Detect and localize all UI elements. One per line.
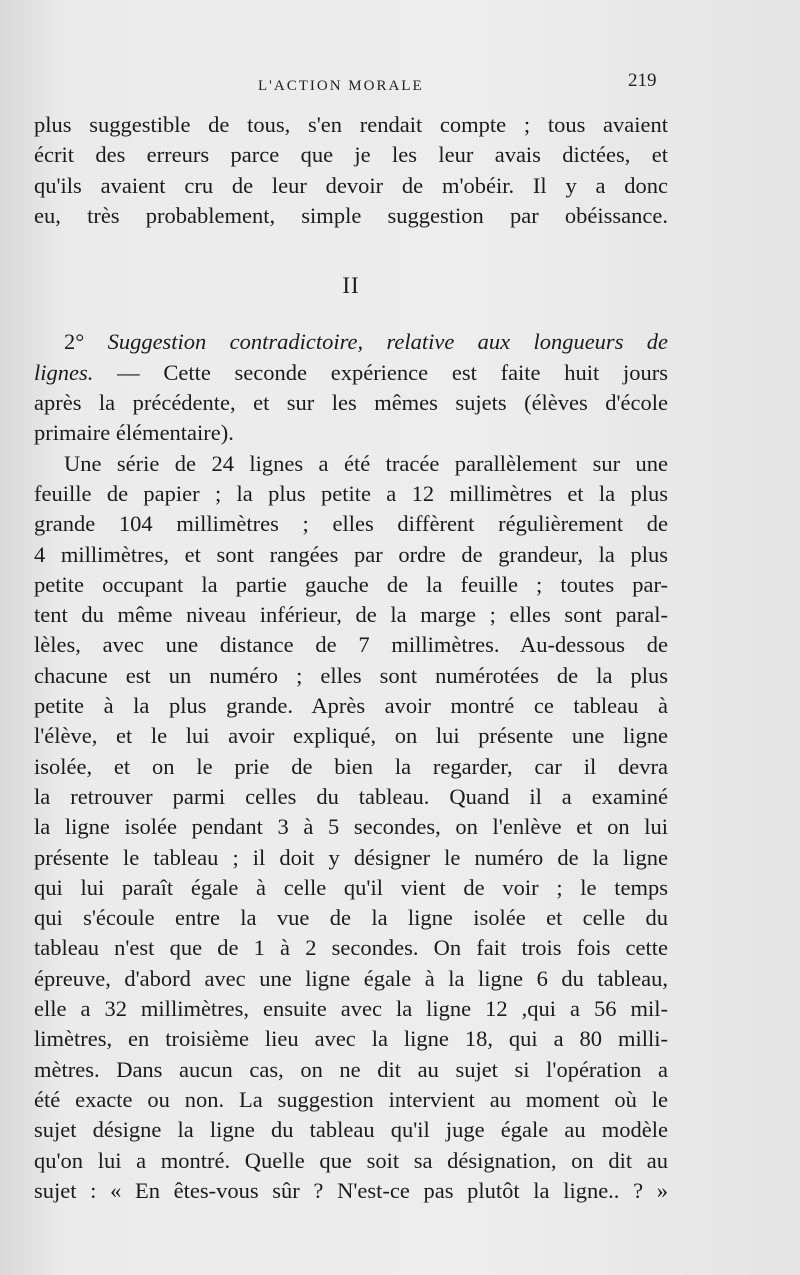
text-line: chacune est un numéro ; elles sont numérotées de la plus: [34, 662, 668, 688]
text-line: été exacte ou non. La suggestion intervient au moment où le: [34, 1086, 668, 1112]
text-line: feuille de papier ; la plus petite a 12 millimètres et la plus: [34, 480, 668, 506]
text-line: qu'ils avaient cru de leur devoir de m'obéir. Il y a donc: [34, 172, 668, 198]
text-line: après la précédente, et sur les mêmes sujets (élèves d'école: [34, 390, 668, 416]
running-title: L'ACTION MORALE: [258, 78, 424, 94]
text-line: eu, très probablement, simple suggestion par obéissance.: [34, 202, 668, 228]
text-line: la ligne isolée pendant 3 à 5 secondes, on l'enlève et on lui: [34, 814, 668, 840]
page-number: 219: [628, 70, 657, 91]
text-line: grande 104 millimètres ; elles diffèrent régulièrement de: [34, 511, 668, 537]
section-title-line: [34, 327, 668, 357]
text-line: qu'on lui a montré. Quelle que soit sa désignation, on dit au: [34, 1147, 668, 1173]
text-line: elle a 32 millimètres, ensuite avec la ligne 12 ,qui a 56 mil-: [34, 996, 668, 1022]
paragraph-1: [34, 110, 668, 231]
text-line: [34, 358, 668, 388]
text-line: limètres, en troisième lieu avec la ligne 18, qui a 80 milli-: [34, 1026, 668, 1052]
text-line: Une série de 24 lignes a été tracée parallèlement sur une: [64, 450, 668, 476]
text-line: tableau n'est que de 1 à 2 secondes. On fait trois fois cette: [34, 935, 668, 961]
body-text: [34, 110, 668, 1206]
text-line: mètres. Dans aucun cas, on ne dit au sujet si l'opération a: [34, 1056, 668, 1082]
text-line: la retrouver parmi celles du tableau. Quand il a examiné: [34, 783, 668, 809]
text-line: petite à la plus grande. Après avoir montré ce tableau à: [34, 693, 668, 719]
text-line: écrit des erreurs parce que je les leur avais dictées, et: [34, 142, 668, 168]
text-line: l'élève, et le lui avoir expliqué, on lui présente une ligne: [34, 723, 668, 749]
text-line: isolée, et on le prie de bien la regarder, car il devra: [34, 753, 668, 779]
section-title-end: lignes.: [34, 359, 94, 385]
line-rest: — Cette seconde expérience est faite huit jours: [93, 359, 668, 385]
text-line: qui lui paraît égale à celle qu'il vient de voir ; le temps: [34, 874, 668, 900]
section-prefix: 2°: [64, 329, 85, 355]
text-line: qui s'écoule entre la vue de la ligne isolée et celle du: [34, 905, 668, 931]
text-line: épreuve, d'abord avec une ligne égale à la ligne 6 du tableau,: [34, 965, 668, 991]
text-line: lèles, avec une distance de 7 millimètres. Au-dessous de: [34, 632, 668, 658]
text-line: plus suggestible de tous, s'en rendait compte ; tous avaient: [34, 112, 668, 137]
text-line: sujet : « En êtes-vous sûr ? N'est-ce pas plutôt la ligne.. ? »: [34, 1177, 668, 1203]
section-number: II: [342, 273, 360, 299]
text-line: primaire élémentaire).: [34, 420, 234, 446]
text-line: petite occupant la partie gauche de la feuille ; toutes par-: [34, 571, 668, 597]
text-line: tent du même niveau inférieur, de la marge ; elles sont paral-: [34, 602, 668, 628]
paragraph-3: [34, 449, 668, 1206]
text-line: sujet désigne la ligne du tableau qu'il juge égale au modèle: [34, 1117, 668, 1143]
paragraph-2: [34, 327, 668, 448]
text-line: présente le tableau ; il doit y désigner le numéro de la ligne: [34, 844, 668, 870]
text-line: 4 millimètres, et sont rangées par ordre de grandeur, la plus: [34, 541, 668, 567]
section-title: Suggestion contradictoire, relative aux longueurs de: [107, 329, 668, 355]
